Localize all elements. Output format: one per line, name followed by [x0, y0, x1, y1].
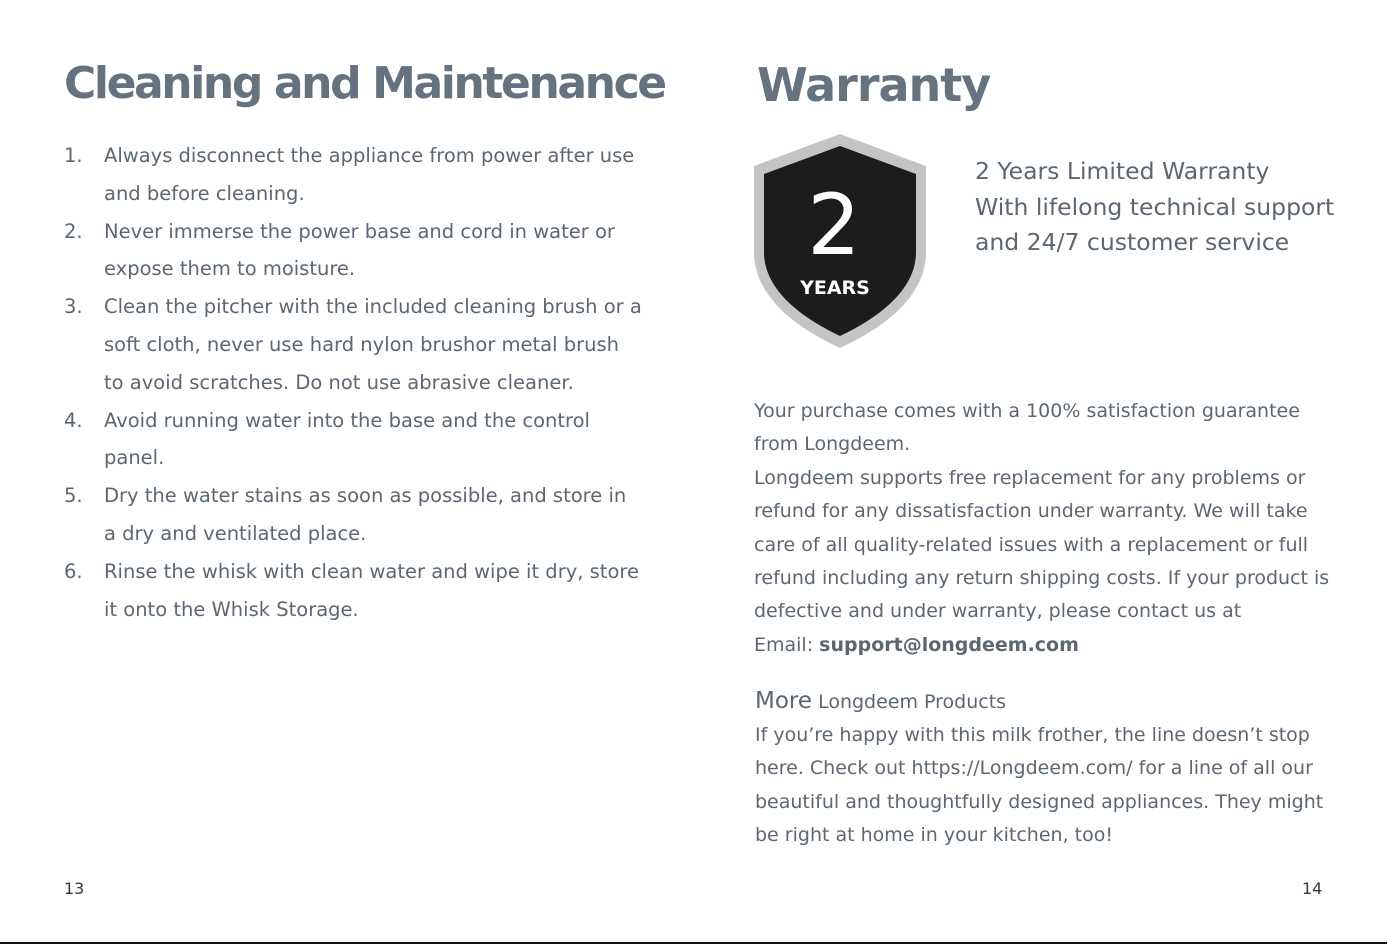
- step-text: Dry the water stains as soon as possible, and store in a dry and ventilated place.: [104, 484, 627, 545]
- step-number: 1.: [64, 144, 83, 167]
- left-page: [0, 0, 693, 940]
- warranty-line: 2 Years Limited Warranty: [975, 157, 1270, 185]
- cleaning-step: [64, 288, 644, 401]
- email-label: Email:: [754, 633, 820, 656]
- cleaning-step: [64, 553, 644, 629]
- page-title-cleaning: Cleaning and Maintenance: [64, 58, 665, 109]
- more-heading-word: More: [755, 688, 813, 714]
- page-title-warranty: Warranty: [757, 58, 991, 112]
- step-text: Clean the pitcher with the included cleaning brush or a soft cloth, never use hard nylon brushor metal brush to avoid scratches. Do not use abrasive cleaner.: [104, 295, 642, 394]
- step-text: Always disconnect the appliance from power after use and before cleaning.: [104, 144, 635, 205]
- more-heading-rest: Longdeem Products: [812, 691, 1007, 713]
- page-number-left: 13: [64, 879, 85, 898]
- badge-unit: YEARS: [800, 277, 870, 299]
- bottom-rule: [0, 942, 1387, 944]
- warranty-line: With lifelong technical support: [975, 192, 1335, 221]
- cleaning-step: [64, 402, 644, 478]
- right-page: [693, 0, 1387, 940]
- cleaning-step: [64, 213, 644, 289]
- cleaning-step: [64, 477, 644, 553]
- step-number: 5.: [64, 484, 83, 508]
- more-products-section: [755, 684, 1345, 853]
- warranty-line: and 24/7 customer service: [975, 228, 1290, 256]
- step-text: Avoid running water into the base and the control panel.: [104, 408, 590, 470]
- warranty-badge: [752, 132, 928, 350]
- step-number: 4.: [64, 408, 83, 432]
- guarantee-section: [754, 395, 1344, 662]
- guarantee-paragraph: Longdeem supports free replacement for any problems or refund for any dissatisfaction under warranty. We will take care of all quality-related issues with a replacement or full refund including any return shipping costs. If your product is defective and under warranty, please contact us at: [754, 466, 1330, 623]
- guarantee-paragraph: Your purchase comes with a 100% satisfaction guarantee from Longdeem.: [754, 400, 1300, 456]
- step-number: 2.: [64, 219, 83, 243]
- page-number-right: 14: [1302, 879, 1323, 898]
- step-text: Rinse the whisk with clean water and wipe it dry, store it onto the Whisk Storage.: [104, 559, 639, 621]
- email-line: [754, 629, 1344, 662]
- step-number: 6.: [64, 559, 83, 583]
- shield-icon: [752, 132, 928, 350]
- email-address: support@longdeem.com: [819, 633, 1079, 656]
- badge-number: 2: [807, 176, 861, 274]
- cleaning-steps-list: [64, 137, 644, 628]
- step-number: 3.: [64, 295, 83, 319]
- cleaning-step: [64, 137, 644, 213]
- warranty-summary: [975, 154, 1355, 261]
- more-products-body: If you’re happy with this milk frother, the line doesn’t stop here. Check out https://Longdeem.com/ for a line of all our beautiful and thoughtfully designed appliances. They might be right at home in your kitchen, too!: [755, 724, 1324, 847]
- step-text: Never immerse the power base and cord in water or expose them to moisture.: [104, 219, 615, 281]
- more-products-heading: [755, 684, 1345, 719]
